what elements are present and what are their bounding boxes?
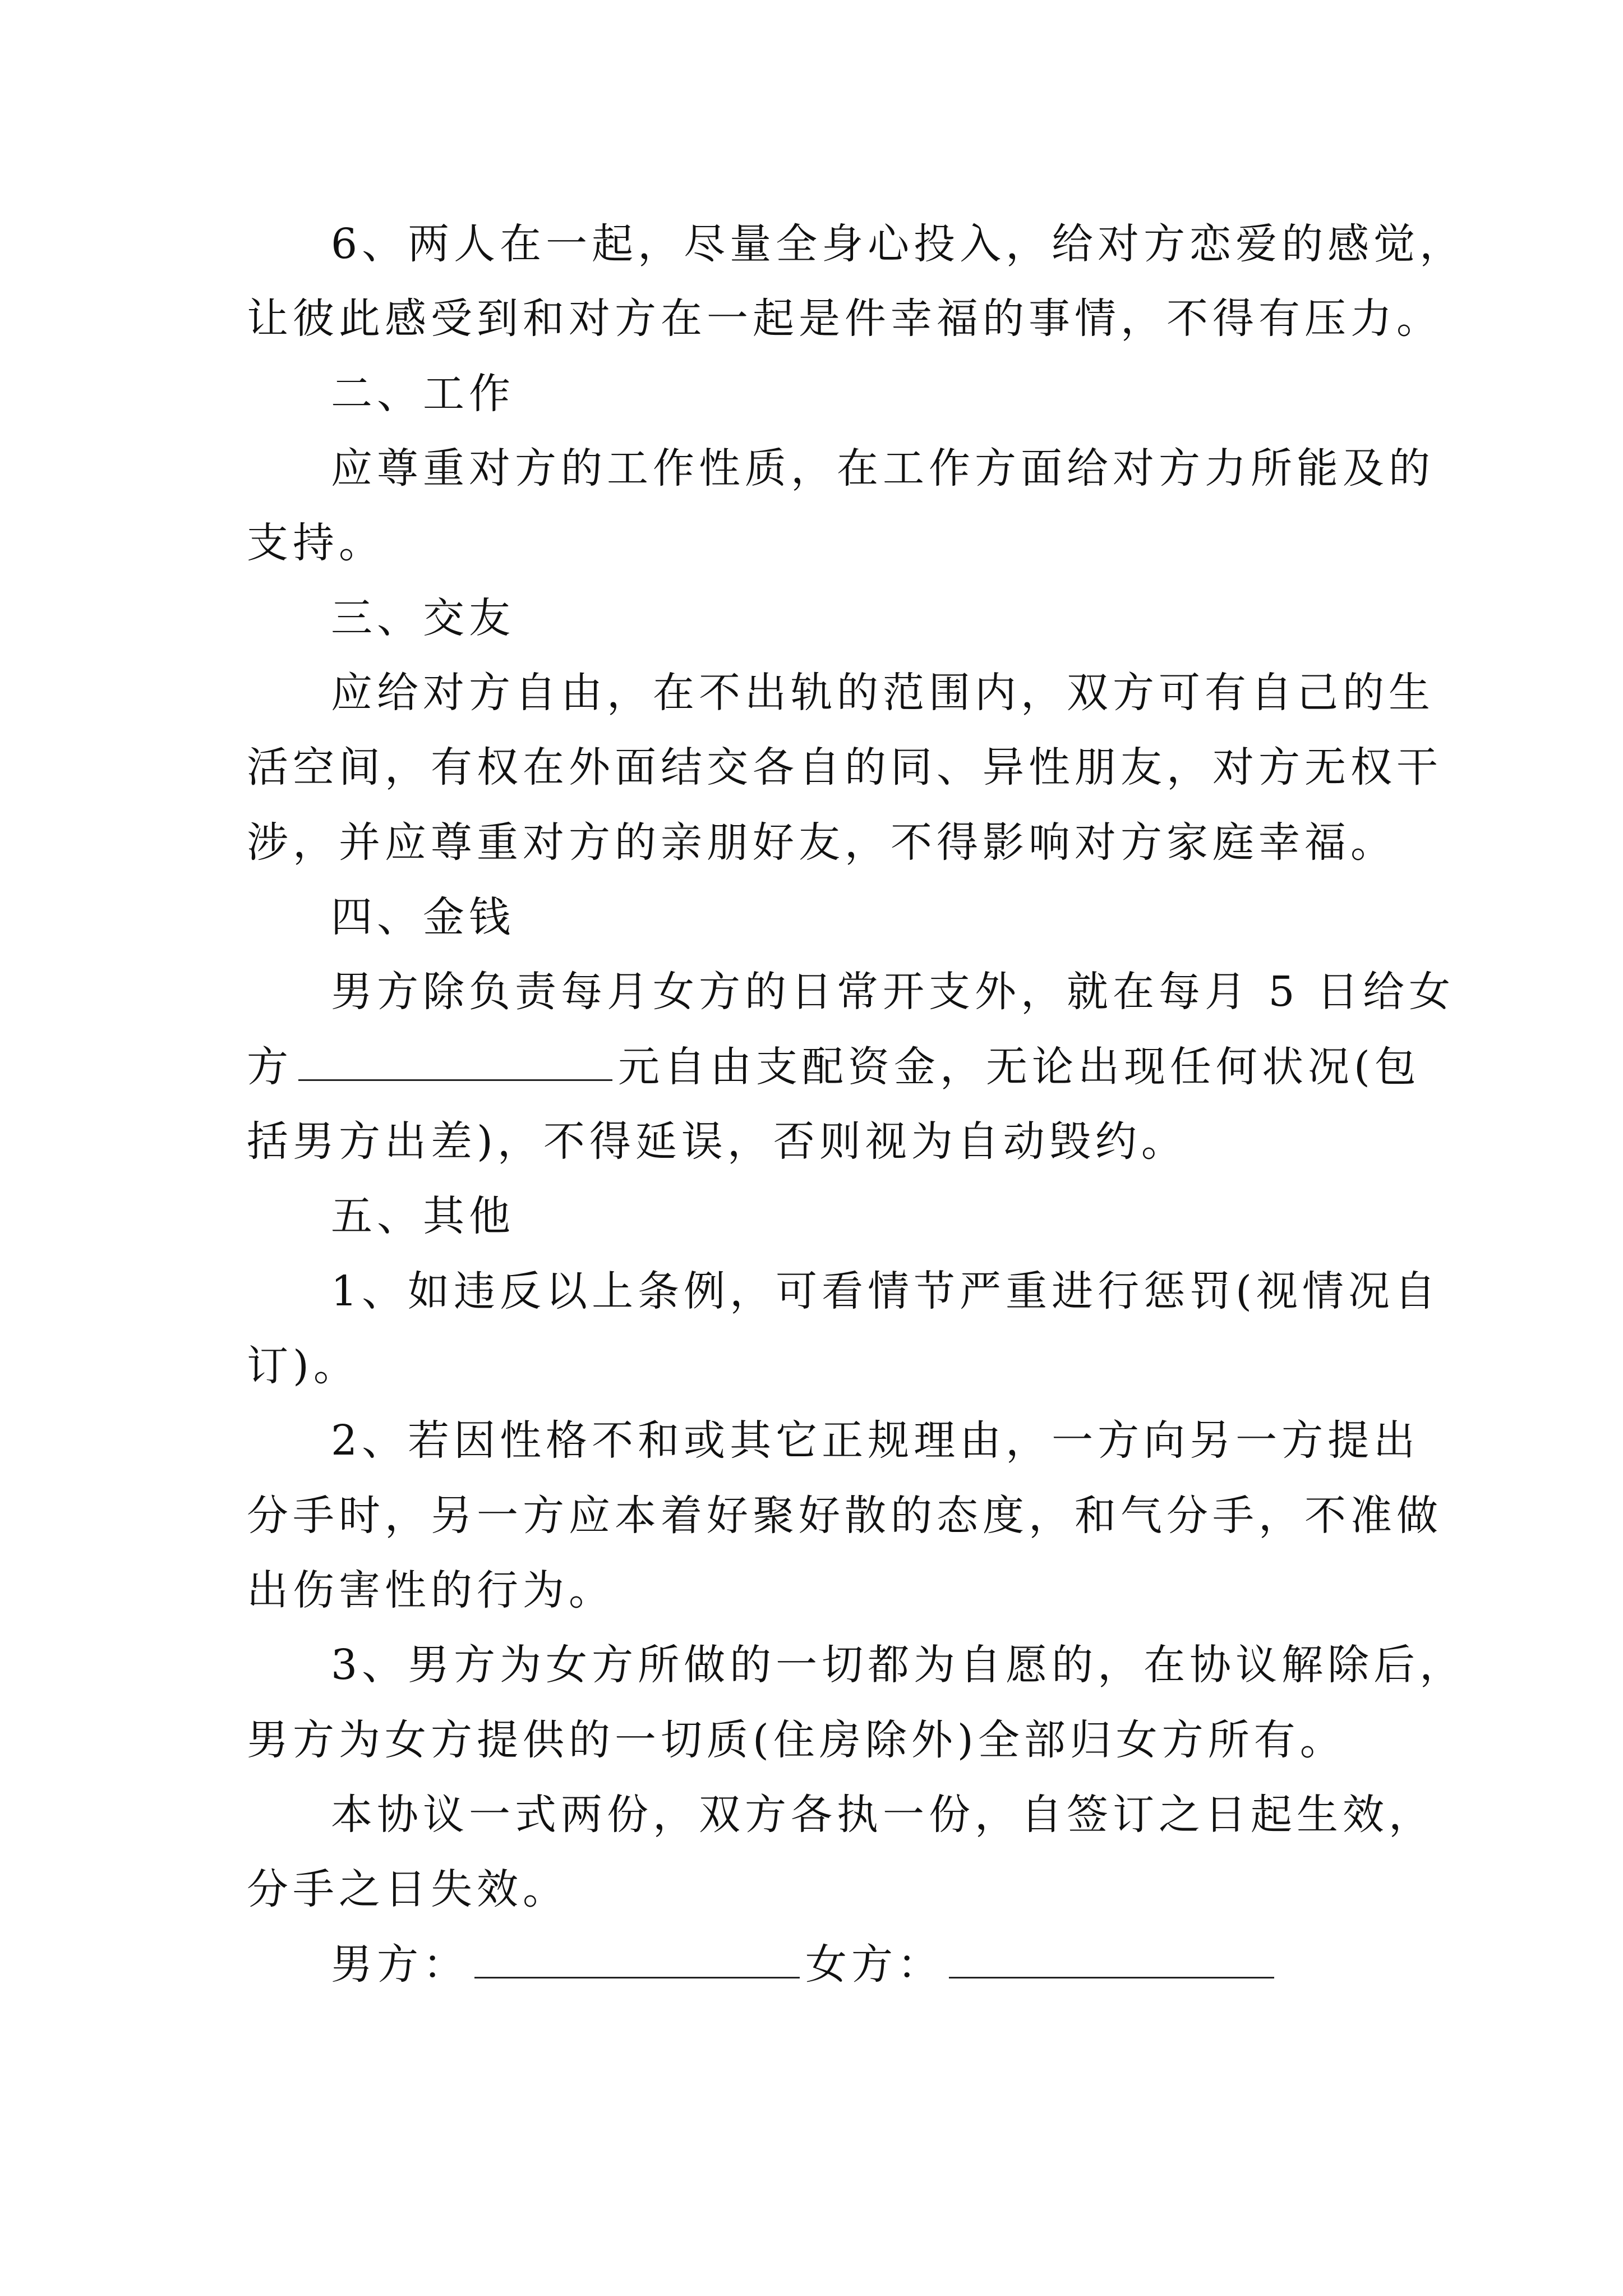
paragraph-line: 2、若因性格不和或其它正规理由，一方向另一方提出 — [331, 1416, 1420, 1465]
money-amount-line — [247, 1039, 1421, 1095]
section-heading-friends: 三、交友 — [331, 594, 515, 642]
male-signature-label: 男方： — [331, 1940, 469, 1989]
paragraph-line: 分手时，另一方应本着好聚好散的态度，和气分手，不准做 — [247, 1492, 1442, 1540]
section-heading-work: 二、工作 — [331, 370, 515, 418]
paragraph-line: 3、男方为女方所做的一切都为自愿的，在协议解除后， — [331, 1641, 1466, 1689]
money-line-prefix: 方 — [247, 1043, 293, 1091]
section-heading-other: 五、其他 — [331, 1192, 515, 1240]
amount-blank-field[interactable] — [298, 1040, 612, 1081]
paragraph-line: 应尊重对方的工作性质，在工作方面给对方力所能及的 — [331, 444, 1435, 493]
paragraph-line: 支持。 — [247, 519, 385, 567]
female-signature-label: 女方： — [805, 1940, 943, 1989]
money-line-suffix: 元自由支配资金，无论出现任何状况(包 — [618, 1043, 1421, 1091]
paragraph-line: 涉，并应尊重对方的亲朋好友，不得影响对方家庭幸福。 — [247, 818, 1396, 867]
paragraph-line: 1、如违反以上条例，可看情节严重进行惩罚(视情况自 — [331, 1267, 1440, 1315]
paragraph-line: 应给对方自由，在不出轨的范围内，双方可有自己的生 — [331, 669, 1435, 717]
paragraph-line: 活空间，有权在外面结交各自的同、异性朋友，对方无权干 — [247, 743, 1442, 792]
paragraph-line: 6、两人在一起，尽量全身心投入，给对方恋爱的感觉， — [331, 220, 1466, 268]
female-signature-field[interactable] — [949, 1938, 1274, 1978]
section-heading-money: 四、金钱 — [331, 893, 515, 941]
paragraph-line: 男方除负责每月女方的日常开支外，就在每月 5 日给女 — [331, 968, 1455, 1016]
paragraph-line: 分手之日失效。 — [247, 1865, 569, 1913]
paragraph-line: 括男方出差)，不得延误，否则视为自动毁约。 — [247, 1117, 1187, 1166]
paragraph-line: 男方为女方提供的一切质(住房除外)全部归女方所有。 — [247, 1716, 1346, 1764]
paragraph-line: 本协议一式两份，双方各执一份，自签订之日起生效， — [331, 1791, 1435, 1839]
paragraph-line: 出伤害性的行为。 — [247, 1566, 615, 1614]
male-signature-field[interactable] — [474, 1938, 800, 1978]
paragraph-line: 订)。 — [247, 1342, 359, 1390]
signature-line — [331, 1936, 1280, 1993]
paragraph-line: 让彼此感受到和对方在一起是件幸福的事情，不得有压力。 — [247, 295, 1442, 343]
